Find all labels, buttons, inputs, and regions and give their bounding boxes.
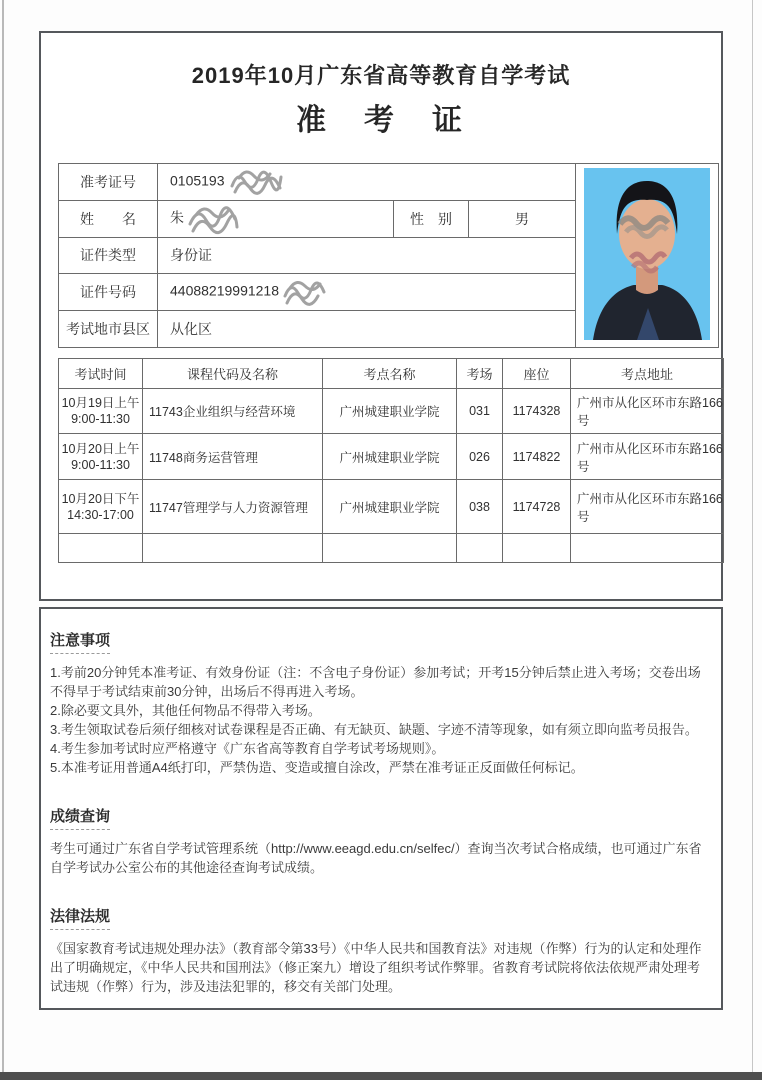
exam-date: 10月19日上午 <box>61 396 140 410</box>
notice-item: 3.考生领取试卷后须仔细核对试卷课程是否正确、有无缺页、缺题、字迹不清等现象，如有须立即向监考员报告。 <box>50 722 698 737</box>
notice-item: 1.考前20分钟凭本准考证、有效身份证（注：不含电子身份证）参加考试；开考15分钟后禁止进入考场；交卷出场不得早于考试结束前30分钟，出场后不得再进入考场。 <box>50 665 701 699</box>
exam-time <box>59 480 143 534</box>
col-site-address: 考点地址 <box>571 359 724 389</box>
notice-item: 2.除必要文具外，其他任何物品不得带入考场。 <box>50 703 321 718</box>
ticket-number-row <box>59 164 719 201</box>
notice-item: 5.本准考证用普通A4纸打印，严禁伪造、变造或擅自涂改，严禁在准考证正反面做任何标记。 <box>50 760 584 775</box>
id-type-label: 证件类型 <box>59 237 158 274</box>
exam-address: 广州市从化区环市东路166号 <box>571 434 724 480</box>
exam-course: 11747管理学与人力资源管理 <box>143 480 323 534</box>
ticket-title: 准 考 证 <box>296 104 466 137</box>
exam-address: 广州市从化区环市东路166号 <box>571 389 724 434</box>
name-value <box>158 200 394 237</box>
exam-date: 10月20日下午 <box>61 491 140 506</box>
score-query-heading: 成绩查询 <box>50 805 110 830</box>
notices-heading: 注意事项 <box>50 629 110 654</box>
exam-room: 026 <box>457 434 503 480</box>
exam-site: 广州城建职业学院 <box>323 389 457 434</box>
exam-table-header-row <box>59 359 724 389</box>
page-edge-right <box>752 0 753 1080</box>
ticket-number-value <box>158 164 576 201</box>
exam-row <box>59 480 724 534</box>
score-query-block <box>50 805 711 877</box>
col-room: 考场 <box>457 359 503 389</box>
notes-section <box>39 607 723 1010</box>
gender-label: 性 别 <box>394 200 469 237</box>
district-value: 从化区 <box>158 311 576 348</box>
candidate-photo-image <box>584 168 710 340</box>
notice-item: 4.考生参加考试时应严格遵守《广东省高等教育自学考试考场规则》。 <box>50 741 445 756</box>
id-number-text: 44088219991218 <box>170 282 280 299</box>
redaction-scribble-icon <box>186 202 240 236</box>
exam-seat: 1174822 <box>503 434 571 480</box>
candidate-info-table <box>58 163 719 348</box>
regulations-heading: 法律法规 <box>50 905 110 930</box>
id-number-label: 证件号码 <box>59 274 158 311</box>
gender-value: 男 <box>469 200 576 237</box>
ticket-number-label: 准考证号 <box>59 164 158 201</box>
exam-course: 11743企业组织与经营环境 <box>143 389 323 434</box>
exam-hours: 9:00-11:30 <box>71 457 130 472</box>
exam-seat: 1174728 <box>503 480 571 534</box>
redaction-scribble-icon <box>281 276 327 308</box>
score-query-text: 考生可通过广东省自学考试管理系统（http://www.eeagd.edu.cn/selfec/）查询当次考试合格成绩，也可通过广东省自学考试办公室公布的其他途径查询考试成绩。 <box>50 841 702 875</box>
page-edge-bottom <box>0 1072 762 1080</box>
col-site-name: 考点名称 <box>323 359 457 389</box>
notices-block <box>50 629 711 777</box>
col-exam-time: 考试时间 <box>59 359 143 389</box>
exam-schedule-table <box>58 358 724 563</box>
district-label: 考试地市县区 <box>59 311 158 348</box>
exam-site: 广州城建职业学院 <box>323 480 457 534</box>
ticket-main-section <box>39 31 723 601</box>
exam-hours: 14:30-17:00 <box>67 507 134 522</box>
col-course: 课程代码及名称 <box>143 359 323 389</box>
redaction-scribble-icon <box>227 166 285 198</box>
page-edge-left <box>2 0 4 1080</box>
exam-course: 11748商务运营管理 <box>143 434 323 480</box>
exam-room: 031 <box>457 389 503 434</box>
exam-address: 广州市从化区环市东路166号 <box>571 480 724 534</box>
id-type-value: 身份证 <box>158 237 576 274</box>
exam-time <box>59 389 143 434</box>
exam-date: 10月20日上午 <box>61 441 140 456</box>
regulations-block <box>50 905 711 996</box>
regulations-text: 《国家教育考试违规处理办法》（教育部令第33号）《中华人民共和国教育法》对违规（作弊）行为的认定和处理作出了明确规定，《中华人民共和国刑法》（修正案九）增设了组织考试作弊罪。省教育考试院将依法依规严肃处理考试违规（作弊）行为，涉及违法犯罪的，移交有关部门处理。 <box>50 941 702 994</box>
col-seat: 座位 <box>503 359 571 389</box>
name-text: 朱 <box>170 209 184 226</box>
exam-room: 038 <box>457 480 503 534</box>
exam-session-title: 2019年10月广东省高等教育自学考试 <box>191 63 571 88</box>
exam-site: 广州城建职业学院 <box>323 434 457 480</box>
ticket-number-text: 0105193 <box>170 172 225 189</box>
candidate-photo <box>576 164 719 348</box>
exam-row <box>59 389 724 434</box>
exam-row-empty <box>59 534 724 563</box>
exam-row <box>59 434 724 480</box>
id-number-value <box>158 274 576 311</box>
exam-seat: 1174328 <box>503 389 571 434</box>
exam-hours: 9:00-11:30 <box>71 412 130 426</box>
exam-time <box>59 434 143 480</box>
name-label: 姓 名 <box>59 200 158 237</box>
